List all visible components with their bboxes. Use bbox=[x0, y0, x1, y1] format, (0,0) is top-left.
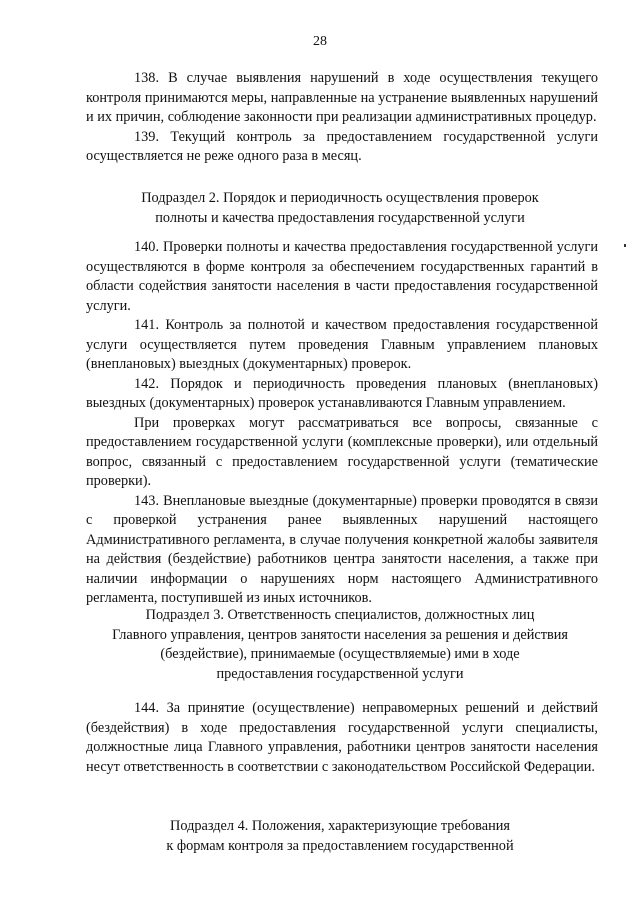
paragraph-inspections: При проверках могут рассматриваться все вопросы, связанные с предоставлением государственной услуги (комплексные проверки), или отдельный вопрос, связанный с предоставлением государственной услуги (тематические проверки). bbox=[86, 414, 598, 489]
section-block-1 bbox=[86, 69, 598, 167]
paragraph-141: 141. Контроль за полнотой и качеством предоставления государственной услуги осуществляется путем проведения Главным управлением плановых (внеплановых) выездных (документарных) проверок. bbox=[86, 317, 598, 372]
paragraph-143: 143. Внеплановые выездные (документарные) проверки проводятся в связи с проверкой устранения ранее выявленных нарушений настоящего Административного регламента, в случае получения конкретной жалобы заявителя на действия (бездействие) работников центра занятости населения, а также при наличии информации о нарушениях норм настоящего Административного регламента, поступившей из иных источников. bbox=[86, 492, 598, 606]
section-block-3 bbox=[86, 699, 598, 777]
heading-line: Главного управления, центров занятости населения за решения и действия bbox=[112, 626, 568, 643]
paragraph-144: 144. За принятие (осуществление) неправомерных решений и действий (бездействия) в ходе предоставления государственной услуги специалисты, должностные лица Главного управления, работники центров занятости населения несут ответственность в соответствии с законодательством Российской Федерации. bbox=[86, 700, 598, 775]
subsection-4-heading bbox=[70, 817, 610, 856]
paragraph-138: 138. В случае выявления нарушений в ходе осуществления текущего контроля принимаются меры, направленные на устранение выявленных нарушений и их причин, соблюдение законности при реализации административных процедур. bbox=[86, 70, 598, 125]
heading-line: Подраздел 2. Порядок и периодичность осуществления проверок bbox=[141, 190, 539, 206]
paragraph-142: 142. Порядок и периодичность проведения плановых (внеплановых) выездных (документарных) проверок устанавливаются Главным управлением. bbox=[86, 375, 598, 411]
heading-line: к формам контроля за предоставлением государственной bbox=[166, 837, 514, 854]
heading-line: Подраздел 3. Ответственность специалистов, должностных лиц bbox=[145, 607, 535, 623]
paragraph-139: 139. Текущий контроль за предоставлением государственной услуги осуществляется не реже одного раза в месяц. bbox=[86, 128, 598, 164]
scan-mark bbox=[624, 244, 626, 247]
heading-line: полноты и качества предоставления государственной услуги bbox=[155, 209, 525, 226]
subsection-3-heading bbox=[70, 606, 610, 684]
heading-line: предоставления государственной услуги bbox=[216, 665, 464, 682]
heading-line: Подраздел 4. Положения, характеризующие требования bbox=[170, 818, 510, 834]
section-block-2 bbox=[86, 238, 598, 609]
heading-line: (бездействие), принимаемые (осуществляемые) ими в ходе bbox=[160, 646, 520, 662]
subsection-2-heading bbox=[70, 189, 610, 228]
paragraph-140: 140. Проверки полноты и качества предоставления государственной услуги осуществляются в форме контроля за обеспечением государственных гарантий в области содействия занятости населения в части предоставления государственной услуги. bbox=[86, 239, 598, 314]
page-number: 28 bbox=[313, 34, 327, 49]
